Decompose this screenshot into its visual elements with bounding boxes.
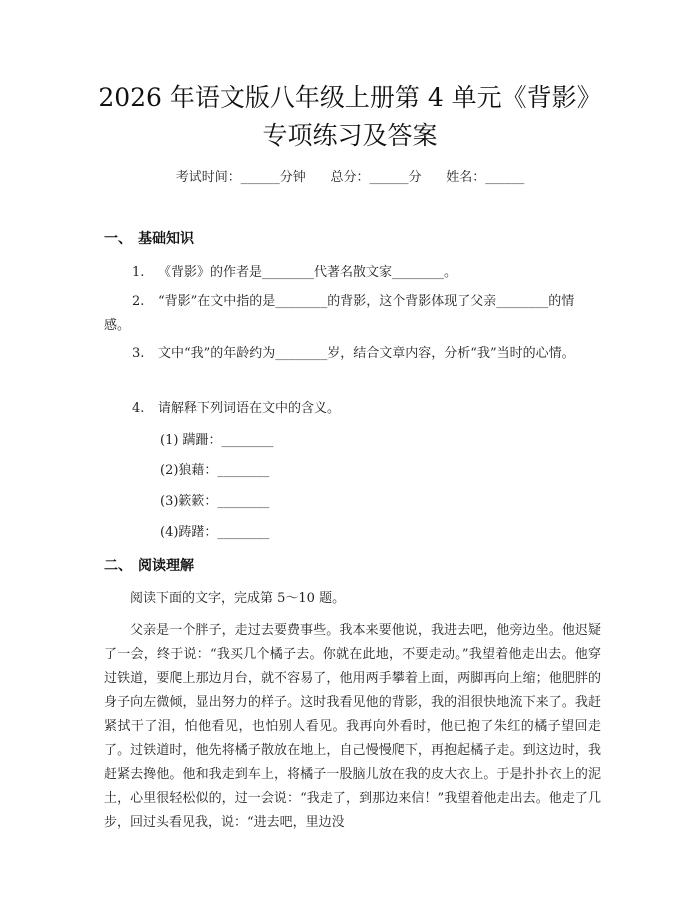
question-4-item-3: (3)簌簌：________ [160, 494, 270, 509]
question-3-text: 文中“我”的年龄约为________岁，结合文章内容，分析“我”当时的心情。 [158, 346, 575, 361]
question-1 [104, 261, 600, 285]
section-1-title: 基础知识 [138, 231, 194, 247]
question-3-number: 3. [132, 346, 145, 361]
question-2 [104, 290, 600, 338]
question-1-text: 《背影》的作者是________代著名散文家________。 [158, 265, 458, 280]
exam-info: 考试时间：______分钟 总分：______分 姓名：______ [175, 170, 525, 185]
question-4 [104, 397, 600, 421]
section-1-heading [104, 230, 194, 248]
question-4-item-1: (1) 蹒跚：________ [160, 433, 274, 448]
section-2-number: 二、 [104, 558, 132, 574]
document-title-line-2: 专项练习及答案 [262, 121, 438, 150]
section-2-title: 阅读理解 [138, 558, 194, 574]
reading-passage: 父亲是一个胖子，走过去要费事些。我本来要他说，我进去吧，他旁边坐。他迟疑了一会，终于说：“我买几个橘子去。你就在此地，不要走动。”我望着他走出去。他穿过铁道，要爬上那边月台，就不容易了，他用两手攀着上面，两脚再向上缩；他肥胖的身子向左微倾，显出努力的样子。这时我看见他的背影，我的泪很快地流下来了。我赶紧拭干了泪，怕他看见，也怕别人看见。我再向外看时，他已抱了朱红的橘子望回走了。过铁道时，他先将橘子散放在地上，自己慢慢爬下，再抱起橘子走。到这边时，我赶紧去搀他。他和我走到车上，将橘子一股脑儿放在我的皮大衣上。于是扑扑衣上的泥土，心里很轻松似的，过一会说：“我走了，到那边来信！”我望着他走出去。他走了几步，回过头看见我，说：“进去吧，里边没 [104, 623, 601, 830]
question-4-item-4: (4)踌躇：________ [160, 525, 270, 540]
question-2-text: “背影”在文中指的是________的背影，这个背影体现了父亲________的情感。 [104, 294, 575, 333]
document-title-line-1: 2026 年语文版八年级上册第 4 单元《背影》 [98, 83, 602, 112]
question-4-item-2: (2)狼藉：________ [160, 463, 270, 478]
question-1-number: 1. [132, 265, 145, 280]
question-4-text: 请解释下列词语在文中的含义。 [158, 401, 341, 416]
section-1-number: 一、 [104, 231, 132, 247]
question-4-number: 4. [132, 401, 145, 416]
question-2-number: 2. [132, 294, 145, 309]
reading-instruction: 阅读下面的文字，完成第 5～10 题。 [130, 591, 346, 606]
question-3 [104, 342, 600, 366]
section-2-heading [104, 557, 194, 575]
